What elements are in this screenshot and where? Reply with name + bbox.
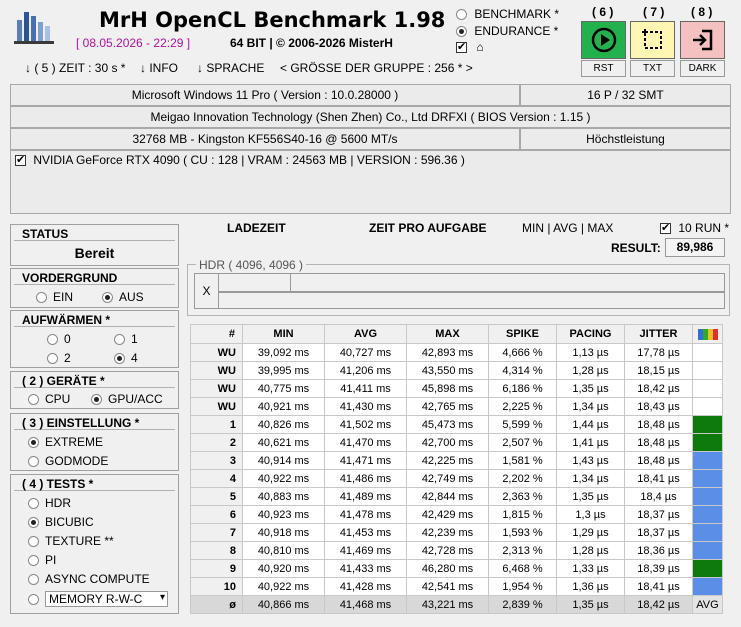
- cell-min: 40,775 ms: [243, 380, 325, 398]
- cell-avg: 41,469 ms: [325, 542, 407, 560]
- avg-cell-min: 40,866 ms: [243, 596, 325, 614]
- cell-max: 43,550 ms: [407, 362, 489, 380]
- row-id: WU: [191, 362, 243, 380]
- run-button[interactable]: [581, 21, 626, 59]
- home-toggle[interactable]: [456, 40, 484, 54]
- cell-spike: 2,507 %: [489, 434, 557, 452]
- exit-button[interactable]: [680, 21, 725, 59]
- select-region-button[interactable]: [630, 21, 675, 59]
- chevron-down-icon[interactable]: ▾: [159, 592, 165, 603]
- cell-min: 40,826 ms: [243, 416, 325, 434]
- cell-max: 46,280 ms: [407, 560, 489, 578]
- sign-in-icon: [690, 27, 716, 53]
- einstellung-godmode-option[interactable]: GODMODE: [28, 454, 108, 468]
- row-id: WU: [191, 380, 243, 398]
- cell-jitter: 17,78 µs: [625, 344, 693, 362]
- rst-button[interactable]: RST: [581, 60, 626, 77]
- cell-jitter: 18,42 µs: [625, 380, 693, 398]
- async-radio[interactable]: [28, 574, 39, 585]
- mode-benchmark[interactable]: BENCHMARK *: [456, 7, 559, 21]
- cell-avg: 40,727 ms: [325, 344, 407, 362]
- aufwaermen-4-radio[interactable]: [114, 353, 125, 364]
- row-color-indicator: [693, 542, 723, 560]
- row-color-indicator: [693, 362, 723, 380]
- row-color-indicator: [693, 416, 723, 434]
- godmode-radio[interactable]: [28, 456, 39, 467]
- cell-spike: 1,593 %: [489, 524, 557, 542]
- table-row: [191, 380, 723, 398]
- test-hdr-option[interactable]: HDR: [28, 496, 71, 510]
- os-info: Microsoft Windows 11 Pro ( Version : 10.0.28000 ): [10, 84, 520, 106]
- row-color-indicator: [693, 452, 723, 470]
- cell-pacing: 1,35 µs: [557, 380, 625, 398]
- row-id: 3: [191, 452, 243, 470]
- cell-jitter: 18,37 µs: [625, 524, 693, 542]
- crop-select-icon: [640, 27, 666, 53]
- cell-avg: 41,502 ms: [325, 416, 407, 434]
- cell-min: 40,921 ms: [243, 398, 325, 416]
- cell-pacing: 1,41 µs: [557, 434, 625, 452]
- cell-avg: 41,428 ms: [325, 578, 407, 596]
- ein-radio[interactable]: [36, 292, 47, 303]
- cell-avg: 41,478 ms: [325, 506, 407, 524]
- cell-min: 40,621 ms: [243, 434, 325, 452]
- geraete-panel: [10, 371, 179, 409]
- cell-min: 40,883 ms: [243, 488, 325, 506]
- threads-info: 16 P / 32 SMT: [520, 84, 731, 106]
- extreme-radio[interactable]: [28, 437, 39, 448]
- board-info: Meigao Innovation Technology (Shen Zhen) Co., Ltd DRFXI ( BIOS Version : 1.15 ): [10, 106, 731, 128]
- cell-jitter: 18,36 µs: [625, 542, 693, 560]
- memory-radio[interactable]: [28, 594, 39, 605]
- cell-avg: 41,470 ms: [325, 434, 407, 452]
- dark-button[interactable]: DARK: [680, 60, 725, 77]
- cell-jitter: 18,43 µs: [625, 398, 693, 416]
- cell-max: 42,225 ms: [407, 452, 489, 470]
- cell-min: 39,092 ms: [243, 344, 325, 362]
- benchmark-radio[interactable]: [456, 9, 467, 20]
- cell-pacing: 1,29 µs: [557, 524, 625, 542]
- col-avg: AVG: [325, 325, 407, 344]
- table-row: [191, 488, 723, 506]
- avg-row-id: ø: [191, 596, 243, 614]
- cell-max: 45,473 ms: [407, 416, 489, 434]
- row-id: 5: [191, 488, 243, 506]
- home-checkbox[interactable]: [456, 42, 467, 53]
- cell-max: 42,765 ms: [407, 398, 489, 416]
- cell-max: 42,728 ms: [407, 542, 489, 560]
- min-avg-max-label: MIN | AVG | MAX: [522, 221, 614, 235]
- table-row: [191, 542, 723, 560]
- memory-select[interactable]: MEMORY R-W-C ▾: [45, 591, 168, 607]
- tests-panel: [10, 474, 179, 614]
- txt-key: ( 7 ): [643, 5, 665, 19]
- col-min: MIN: [243, 325, 325, 344]
- einstellung-extreme-option[interactable]: EXTREME: [28, 435, 103, 449]
- cell-min: 40,922 ms: [243, 578, 325, 596]
- cell-min: 40,810 ms: [243, 542, 325, 560]
- zeit-menu[interactable]: ↓ ( 5 ) ZEIT : 30 s *: [25, 61, 126, 75]
- vordergrund-ein-option[interactable]: EIN: [36, 290, 73, 304]
- home-icon: ⌂: [476, 40, 484, 54]
- aufwaermen-1-option[interactable]: 1: [114, 332, 138, 346]
- avg-cell-max: 43,221 ms: [407, 596, 489, 614]
- gpu-item[interactable]: ✔ NVIDIA GeForce RTX 4090 ( CU : 128 | VRAM : 24563 MB | VERSION : 596.36 ): [15, 153, 465, 167]
- row-color-indicator: [693, 578, 723, 596]
- cell-pacing: 1,13 µs: [557, 344, 625, 362]
- cell-spike: 4,666 %: [489, 344, 557, 362]
- cell-spike: 6,186 %: [489, 380, 557, 398]
- cell-pacing: 1,3 µs: [557, 506, 625, 524]
- tests-heading: ( 4 ) TESTS *: [14, 477, 175, 491]
- table-row: [191, 398, 723, 416]
- row-id: 4: [191, 470, 243, 488]
- cell-pacing: 1,34 µs: [557, 398, 625, 416]
- endurance-radio[interactable]: [456, 26, 467, 37]
- cell-pacing: 1,28 µs: [557, 542, 625, 560]
- cell-jitter: 18,37 µs: [625, 506, 693, 524]
- cell-pacing: 1,28 µs: [557, 362, 625, 380]
- avg-cell-jitter: 18,42 µs: [625, 596, 693, 614]
- datetime-label: [ 08.05.2026 - 22:29 ]: [76, 36, 191, 50]
- row-id: WU: [191, 344, 243, 362]
- row-color-indicator: [693, 560, 723, 578]
- cell-spike: 1,815 %: [489, 506, 557, 524]
- cell-pacing: 1,43 µs: [557, 452, 625, 470]
- cell-max: 42,893 ms: [407, 344, 489, 362]
- sprache-menu[interactable]: ↓ SPRACHE: [197, 61, 265, 75]
- cell-max: 42,239 ms: [407, 524, 489, 542]
- cell-spike: 2,202 %: [489, 470, 557, 488]
- test-async-option[interactable]: ASYNC COMPUTE: [28, 572, 150, 586]
- txt-button[interactable]: TXT: [630, 60, 675, 77]
- table-row: [191, 506, 723, 524]
- zeit-pro-aufgabe-label: ZEIT PRO AUFGABE: [369, 221, 487, 235]
- cell-pacing: 1,34 µs: [557, 470, 625, 488]
- hdr-x-label: X: [194, 273, 219, 309]
- cell-jitter: 18,41 µs: [625, 578, 693, 596]
- cell-spike: 2,225 %: [489, 398, 557, 416]
- cell-jitter: 18,41 µs: [625, 470, 693, 488]
- hdr-progress-bar-top: [218, 273, 725, 292]
- table-row: [191, 578, 723, 596]
- pi-radio[interactable]: [28, 555, 39, 566]
- aufwaermen-2-radio[interactable]: [47, 353, 58, 364]
- table-row: [191, 524, 723, 542]
- status-panel: [10, 224, 179, 266]
- cell-jitter: 18,15 µs: [625, 362, 693, 380]
- vordergrund-aus-option[interactable]: AUS: [102, 290, 144, 304]
- geraete-heading: ( 2 ) GERÄTE *: [14, 374, 175, 388]
- app-logo: [14, 6, 56, 46]
- row-id: 8: [191, 542, 243, 560]
- col-max: MAX: [407, 325, 489, 344]
- cell-min: 40,918 ms: [243, 524, 325, 542]
- avg-indicator-label: AVG: [693, 596, 723, 614]
- table-row: [191, 560, 723, 578]
- aufwaermen-0-radio[interactable]: [47, 334, 58, 345]
- cell-max: 42,541 ms: [407, 578, 489, 596]
- cell-avg: 41,206 ms: [325, 362, 407, 380]
- memory-info: 32768 MB - Kingston KF556S40-16 @ 5600 MT/s: [10, 128, 520, 150]
- gpu-radio[interactable]: [91, 394, 102, 405]
- cell-max: 45,898 ms: [407, 380, 489, 398]
- cell-pacing: 1,33 µs: [557, 560, 625, 578]
- table-row: [191, 434, 723, 452]
- app-title: MrH OpenCL Benchmark 1.98: [99, 8, 446, 32]
- cpu-radio[interactable]: [28, 394, 39, 405]
- cell-avg: 41,430 ms: [325, 398, 407, 416]
- aufwaermen-2-option[interactable]: 2: [47, 351, 71, 365]
- cell-max: 42,429 ms: [407, 506, 489, 524]
- col-number: #: [191, 325, 243, 344]
- cell-spike: 4,314 %: [489, 362, 557, 380]
- hdr-group-label: HDR ( 4096, 4096 ): [196, 258, 306, 272]
- cell-spike: 1,581 %: [489, 452, 557, 470]
- aufwaermen-heading: AUFWÄRMEN *: [14, 313, 175, 327]
- test-memory-option[interactable]: [28, 591, 168, 607]
- row-id: WU: [191, 398, 243, 416]
- cell-spike: 5,599 %: [489, 416, 557, 434]
- row-color-indicator: [693, 344, 723, 362]
- avg-cell-spike: 2,839 %: [489, 596, 557, 614]
- gruppe-selector[interactable]: < GRÖSSE DER GRUPPE : 256 * >: [280, 61, 473, 75]
- test-texture-option[interactable]: TEXTURE **: [28, 534, 114, 548]
- rst-key: ( 6 ): [592, 5, 614, 19]
- cell-max: 42,749 ms: [407, 470, 489, 488]
- cell-jitter: 18,48 µs: [625, 416, 693, 434]
- geraete-cpu-option[interactable]: CPU: [28, 392, 70, 406]
- play-icon: [591, 27, 617, 53]
- ten-run-checkbox[interactable]: [660, 223, 671, 234]
- aufwaermen-0-option[interactable]: 0: [47, 332, 71, 346]
- cell-spike: 2,363 %: [489, 488, 557, 506]
- cell-jitter: 18,48 µs: [625, 452, 693, 470]
- aufwaermen-panel: [10, 310, 179, 368]
- status-heading: STATUS: [14, 227, 175, 241]
- power-info: Höchstleistung: [520, 128, 731, 150]
- cell-pacing: 1,44 µs: [557, 416, 625, 434]
- table-row: [191, 362, 723, 380]
- cell-avg: 41,453 ms: [325, 524, 407, 542]
- aufwaermen-4-option[interactable]: 4: [114, 351, 138, 365]
- cell-spike: 2,313 %: [489, 542, 557, 560]
- cell-min: 40,923 ms: [243, 506, 325, 524]
- row-color-indicator: [693, 398, 723, 416]
- col-pacing: PACING: [557, 325, 625, 344]
- table-row: [191, 416, 723, 434]
- row-id: 9: [191, 560, 243, 578]
- cell-avg: 41,489 ms: [325, 488, 407, 506]
- geraete-gpu-option[interactable]: GPU/ACC: [91, 392, 163, 406]
- row-color-indicator: [693, 506, 723, 524]
- average-row: [191, 596, 723, 614]
- cell-avg: 41,433 ms: [325, 560, 407, 578]
- cell-min: 39,995 ms: [243, 362, 325, 380]
- einstellung-heading: ( 3 ) EINSTELLUNG *: [14, 416, 175, 430]
- hdr-progress-group: [187, 258, 730, 316]
- vordergrund-heading: VORDERGRUND: [14, 271, 175, 285]
- cell-pacing: 1,35 µs: [557, 488, 625, 506]
- aufwaermen-1-radio[interactable]: [114, 334, 125, 345]
- cell-pacing: 1,36 µs: [557, 578, 625, 596]
- table-row: [191, 452, 723, 470]
- cell-min: 40,914 ms: [243, 452, 325, 470]
- row-color-indicator: [693, 470, 723, 488]
- hdr-radio[interactable]: [28, 498, 39, 509]
- row-color-indicator: [693, 488, 723, 506]
- gpu-checkbox[interactable]: [15, 155, 26, 166]
- cell-jitter: 18,39 µs: [625, 560, 693, 578]
- vordergrund-panel: [10, 268, 179, 308]
- cell-min: 40,920 ms: [243, 560, 325, 578]
- bicubic-radio[interactable]: [28, 517, 39, 528]
- row-color-indicator: [693, 380, 723, 398]
- aus-radio[interactable]: [102, 292, 113, 303]
- result-label: RESULT:: [611, 241, 661, 255]
- row-color-indicator: [693, 434, 723, 452]
- cell-max: 42,700 ms: [407, 434, 489, 452]
- copyright-label: 64 BIT | © 2006-2026 MisterH: [230, 36, 393, 50]
- gpu-list[interactable]: [10, 150, 731, 214]
- info-menu[interactable]: ↓ INFO: [140, 61, 178, 75]
- cell-jitter: 18,4 µs: [625, 488, 693, 506]
- cell-avg: 41,411 ms: [325, 380, 407, 398]
- status-value: Bereit: [74, 245, 115, 261]
- row-id: 7: [191, 524, 243, 542]
- results-header-row: [191, 325, 723, 344]
- table-row: [191, 344, 723, 362]
- row-id: 6: [191, 506, 243, 524]
- row-id: 1: [191, 416, 243, 434]
- result-value: 89,986: [665, 238, 725, 257]
- cell-spike: 6,468 %: [489, 560, 557, 578]
- ladezeit-label: LADEZEIT: [227, 221, 286, 235]
- row-color-indicator: [693, 524, 723, 542]
- cell-min: 40,922 ms: [243, 470, 325, 488]
- texture-radio[interactable]: [28, 536, 39, 547]
- mode-endurance[interactable]: ENDURANCE *: [456, 24, 558, 38]
- col-jitter: JITTER: [625, 325, 693, 344]
- avg-cell-pacing: 1,35 µs: [557, 596, 625, 614]
- cell-max: 42,844 ms: [407, 488, 489, 506]
- test-bicubic-option[interactable]: BICUBIC: [28, 515, 94, 529]
- hdr-progress-bar-bottom: [218, 292, 725, 309]
- avg-cell-avg: 41,468 ms: [325, 596, 407, 614]
- row-id: 2: [191, 434, 243, 452]
- ten-run-toggle[interactable]: ✔ 10 RUN *: [660, 221, 729, 235]
- color-legend-icon: [693, 325, 723, 344]
- cell-avg: 41,486 ms: [325, 470, 407, 488]
- results-table: [190, 324, 723, 614]
- dark-key: ( 8 ): [691, 5, 713, 19]
- table-row: [191, 470, 723, 488]
- test-pi-option[interactable]: PI: [28, 553, 56, 567]
- row-id: 10: [191, 578, 243, 596]
- cell-avg: 41,471 ms: [325, 452, 407, 470]
- col-spike: SPIKE: [489, 325, 557, 344]
- cell-spike: 1,954 %: [489, 578, 557, 596]
- cell-jitter: 18,48 µs: [625, 434, 693, 452]
- einstellung-panel: [10, 413, 179, 471]
